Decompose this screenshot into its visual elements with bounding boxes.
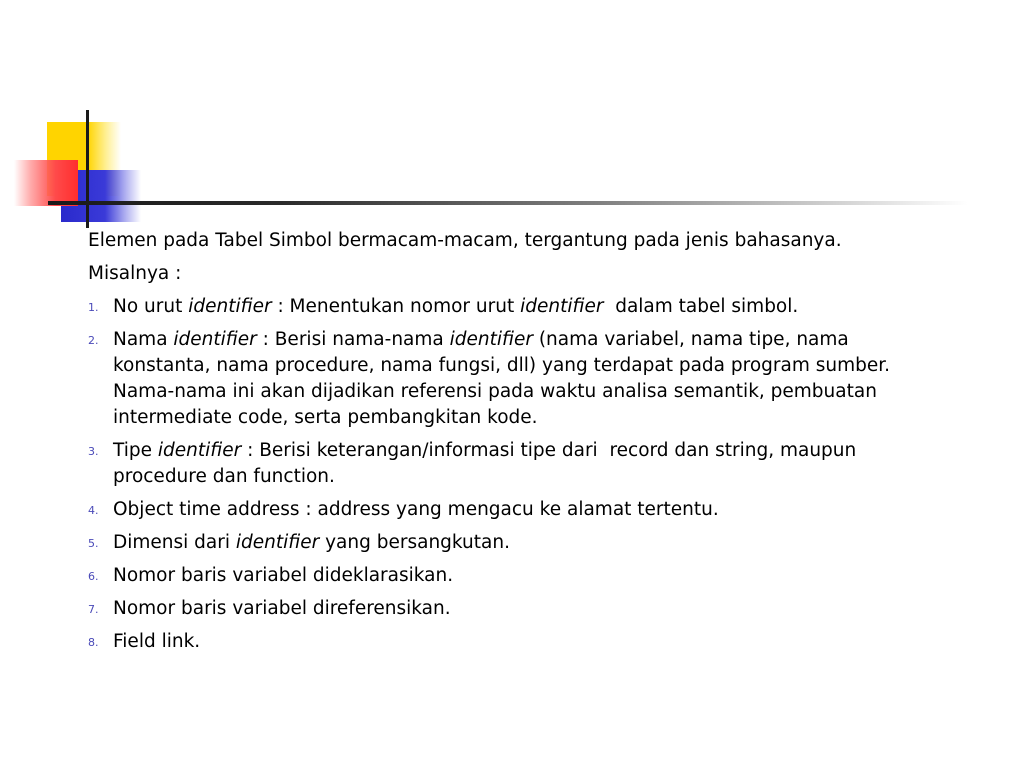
list-item-number: 4. bbox=[88, 504, 99, 517]
text-run: : Berisi nama-nama bbox=[256, 329, 450, 350]
list-item-number: 3. bbox=[88, 445, 99, 458]
list-item bbox=[88, 563, 948, 589]
italic-term: identifier bbox=[188, 296, 272, 317]
list-item-number: 5. bbox=[88, 537, 99, 550]
list-item bbox=[88, 294, 948, 320]
text-run: Object time address : address yang mengacu ke alamat tertentu. bbox=[113, 499, 719, 520]
text-run: : Berisi keterangan/informasi tipe dari record dan string, maupun procedure dan function. bbox=[113, 440, 863, 487]
list-item-number: 8. bbox=[88, 636, 99, 649]
intro-line: Elemen pada Tabel Simbol bermacam-macam, tergantung pada jenis bahasanya. bbox=[88, 230, 842, 251]
italic-term: identifier bbox=[235, 532, 320, 553]
list-item-text bbox=[113, 565, 453, 586]
list-item bbox=[88, 530, 948, 556]
italic-term: identifier bbox=[449, 329, 533, 350]
text-run: No urut bbox=[113, 296, 189, 317]
slide-body bbox=[88, 228, 948, 662]
list-item bbox=[88, 438, 948, 490]
italic-term: identifier bbox=[520, 296, 604, 317]
list-item-text bbox=[113, 499, 719, 520]
text-run: Nama bbox=[113, 329, 174, 350]
text-run: dalam tabel simbol. bbox=[603, 296, 799, 317]
list-item-text bbox=[113, 296, 798, 317]
italic-term: identifier bbox=[157, 440, 242, 461]
list-item bbox=[88, 327, 948, 431]
text-run: yang bersangkutan. bbox=[319, 532, 510, 553]
numbered-list bbox=[88, 294, 948, 655]
text-run: : Menentukan nomor urut bbox=[271, 296, 521, 317]
list-item-number: 2. bbox=[88, 334, 99, 347]
text-run: Tipe bbox=[113, 440, 158, 461]
list-item-text bbox=[113, 631, 200, 652]
list-item-text bbox=[113, 598, 451, 619]
text-run: Nomor baris variabel direferensikan. bbox=[113, 598, 451, 619]
text-run: Dimensi dari bbox=[113, 532, 236, 553]
list-item bbox=[88, 629, 948, 655]
logo-vertical-line bbox=[86, 110, 89, 228]
list-item-text bbox=[113, 532, 510, 553]
intro-example-label: Misalnya : bbox=[88, 263, 182, 284]
list-item bbox=[88, 596, 948, 622]
logo-red-square bbox=[14, 160, 78, 206]
list-item-number: 1. bbox=[88, 301, 99, 314]
list-item bbox=[88, 497, 948, 523]
text-run: (nama variabel, nama tipe, nama konstanta, nama procedure, nama fungsi, dll) yang terdapat pada program sumber. Nama-nama ini akan dijadikan referensi pada waktu analisa semantik, pembuatan intermediate code, serta pembangkitan kode. bbox=[113, 329, 896, 428]
list-item-number: 6. bbox=[88, 570, 99, 583]
text-run: Nomor baris variabel dideklarasikan. bbox=[113, 565, 454, 586]
text-run: Field link. bbox=[113, 631, 201, 652]
title-divider-line bbox=[48, 201, 968, 205]
list-item-text bbox=[113, 440, 862, 487]
list-item-text bbox=[113, 329, 896, 428]
list-item-number: 7. bbox=[88, 603, 99, 616]
italic-term: identifier bbox=[173, 329, 257, 350]
